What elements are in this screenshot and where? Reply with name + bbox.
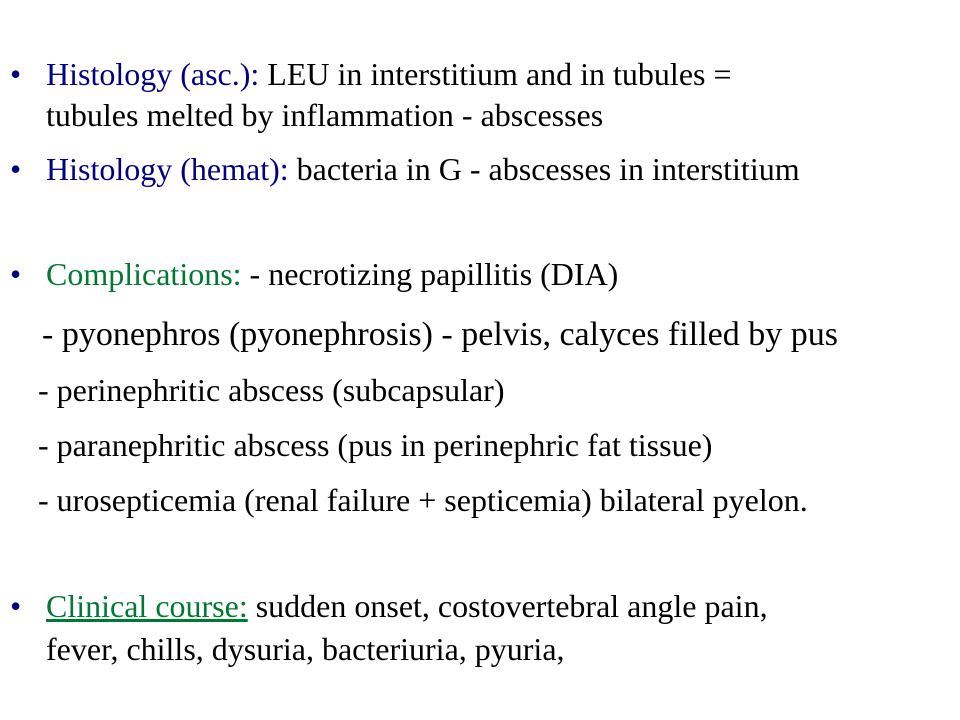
complications-label: Complications: xyxy=(46,256,242,292)
clinical-course-line1 xyxy=(46,587,768,625)
complication-urosepticemia-text: - urosepticemia (renal failure + septicemia) bilateral pyelon. xyxy=(38,482,808,518)
complication-pyonephros xyxy=(42,316,838,354)
complication-paranephritic xyxy=(38,426,712,464)
bullet: • xyxy=(10,588,22,624)
histology-hemat-text: bacteria in G - abscesses in interstitium xyxy=(288,151,800,187)
complication-perinephritic xyxy=(38,371,504,409)
histology-asc-text: LEU in interstitium and in tubules = xyxy=(259,56,732,92)
complication-urosepticemia xyxy=(38,481,808,519)
clinical-course-line2 xyxy=(46,630,565,668)
histology-asc-line2 xyxy=(46,96,603,134)
bullet: • xyxy=(10,256,22,292)
histology-hemat-label: Histology (hemat): xyxy=(46,151,289,187)
histology-hemat-line1 xyxy=(46,150,800,188)
complications-text: - necrotizing papillitis (DIA) xyxy=(241,256,619,292)
bullet: • xyxy=(10,56,22,92)
bullet: • xyxy=(10,151,22,187)
clinical-course-text-cont: fever, chills, dysuria, bacteriuria, pyuria, xyxy=(46,631,565,667)
complication-pyonephros-text: - pyonephros (pyonephrosis) - pelvis, calyces filled by pus xyxy=(42,316,838,353)
clinical-course-label: Clinical course: xyxy=(46,588,248,624)
complication-perinephritic-text: - perinephritic abscess (subcapsular) xyxy=(38,372,505,408)
histology-asc-label: Histology (asc.): xyxy=(46,56,260,92)
complication-paranephritic-text: - paranephritic abscess (pus in perinephric fat tissue) xyxy=(38,427,713,463)
complications-line1 xyxy=(46,255,618,293)
clinical-course-text: sudden onset, costovertebral angle pain, xyxy=(247,588,768,624)
histology-asc-line1 xyxy=(46,55,732,93)
histology-asc-text-cont: tubules melted by inflammation - abscesses xyxy=(46,97,604,133)
